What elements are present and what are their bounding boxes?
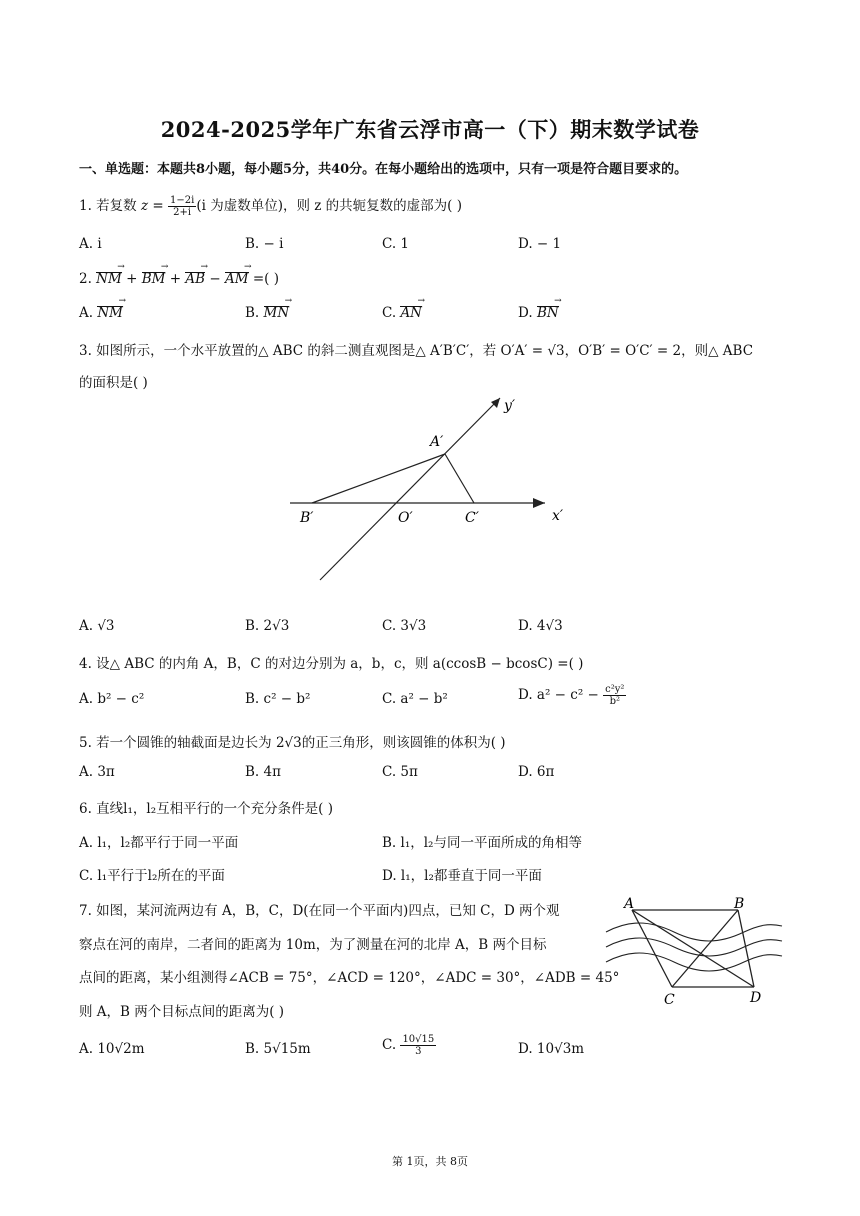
q3-option-c: C. 3√3	[382, 618, 427, 634]
label-o-prime: O′	[398, 510, 413, 526]
q7-option-b: B. 5√15m	[245, 1041, 311, 1057]
question-5: 5. 若一个圆锥的轴截面是边长为 2√3的正三角形，则该圆锥的体积为( )	[79, 735, 506, 751]
question-4: 4. 设△ ABC 的内角 A，B，C 的对边分别为 a，b，c，则 a(ccosB − bcosC) =( )	[79, 656, 584, 672]
question-7-line-1: 7. 如图，某河流两边有 A，B，C，D(在同一个平面内)四点，已知 C，D 两个观	[79, 903, 560, 919]
question-7-line-4: 则 A，B 两个目标点间的距离为( )	[79, 1004, 285, 1020]
q3-option-d: D. 4√3	[518, 618, 563, 634]
label-x-prime: x′	[552, 508, 564, 524]
q5-option-c: C. 5π	[382, 764, 418, 780]
question-3-line-2: 的面积是( )	[79, 375, 148, 391]
label-d: D	[750, 990, 762, 1006]
page-footer: 第 1页，共 8页	[392, 1155, 468, 1168]
q7-option-a: A. 10√2m	[79, 1041, 145, 1057]
q1-option-d: D. − 1	[518, 236, 562, 252]
q3-oblique-figure	[280, 390, 580, 590]
q4-option-a: A. b² − c²	[79, 691, 145, 707]
q6-option-b: B. l₁，l₂与同一平面所成的角相等	[382, 835, 582, 851]
label-y-prime: y′	[504, 398, 516, 414]
q4-option-c: C. a² − b²	[382, 691, 448, 707]
q2-option-d: D. BN →	[518, 305, 559, 321]
q6-option-d: D. l₁，l₂都垂直于同一平面	[382, 868, 542, 884]
question-3-line-1: 3. 如图所示，一个水平放置的△ ABC 的斜二测直观图是△ A′B′C′，若 O′A′ = √3，O′B′ = O′C′ = 2，则△ ABC	[79, 343, 754, 359]
q1-option-c: C. 1	[382, 236, 410, 252]
label-a-prime: A′	[430, 434, 444, 450]
q2-option-c: C. AN →	[382, 305, 422, 321]
q6-option-c: C. l₁平行于l₂所在的平面	[79, 868, 225, 884]
q7-option-c: C. $\frac{10√15}{3}$	[382, 1034, 435, 1057]
page-title: 2024-2025学年广东省云浮市高一（下）期末数学试卷	[160, 117, 700, 142]
q1-option-b: B. − i	[245, 236, 284, 252]
question-7-line-3: 点间的距离，某小组测得∠ACB = 75°，∠ACD = 120°，∠ADC = 30°，∠ADB = 45°	[79, 970, 620, 986]
q6-option-a: A. l₁，l₂都平行于同一平面	[79, 835, 239, 851]
question-6: 6. 直线l₁，l₂互相平行的一个充分条件是( )	[79, 801, 333, 817]
q2-option-b: B. MN →	[245, 305, 289, 321]
q5-option-d: D. 6π	[518, 764, 555, 780]
label-b-prime: B′	[300, 510, 314, 526]
q7-river-figure	[604, 892, 784, 1012]
label-a: A	[624, 896, 635, 912]
q5-option-b: B. 4π	[245, 764, 281, 780]
question-1: 1. 若复数 z = $\frac{1-2i}{2+i}$ (i 为虚数单位)，则 z 的共轭复数的虚部为( )	[79, 195, 462, 218]
q2-option-a: A. NM →	[79, 305, 123, 321]
label-c-prime: C′	[465, 510, 479, 526]
q3-option-b: B. 2√3	[245, 618, 290, 634]
section-heading: 一、单选题：本题共8小题，每小题5分，共40分。在每小题给出的选项中，只有一项是符合题目要求的。	[79, 162, 688, 177]
q1-option-a: A. i	[79, 236, 102, 252]
question-7-line-2: 察点在河的南岸，二者间的距离为 10m，为了测量在河的北岸 A，B 两个目标	[79, 937, 547, 953]
q5-option-a: A. 3π	[79, 764, 115, 780]
q4-option-d: D. a² − c² − $\frac{\text{c²y²}}{\text{b²}}$	[518, 684, 625, 707]
question-2: 2. NM → + BM → + AB → − AM → =( )	[79, 271, 279, 287]
label-b: B	[734, 896, 745, 912]
q7-option-d: D. 10√3m	[518, 1041, 585, 1057]
label-c: C	[664, 992, 675, 1008]
q4-option-b: B. c² − b²	[245, 691, 311, 707]
q3-option-a: A. √3	[79, 618, 115, 634]
q1-fraction: $\frac{1-2i}{2+i}$	[170, 195, 195, 218]
